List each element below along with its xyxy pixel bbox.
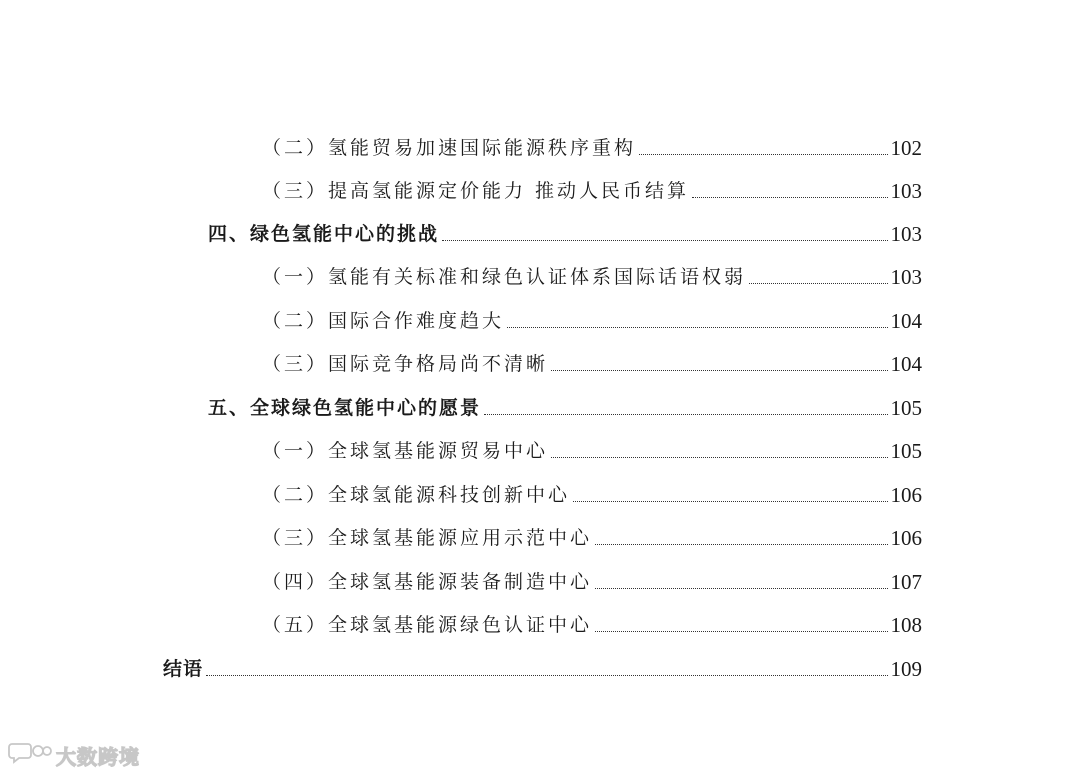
toc-entry-title: 四、绿色氢能中心的挑战 [208, 223, 440, 245]
dot-leader [595, 631, 887, 632]
toc-entry-page: 103 [890, 222, 922, 246]
toc-entry-title: 结语 [163, 658, 204, 680]
toc-entry-page: 108 [890, 613, 922, 637]
toc-entry[interactable] [262, 351, 922, 377]
toc-entry-title: （一）全球氢基能源贸易中心 [262, 440, 549, 462]
toc-entry[interactable] [208, 395, 922, 421]
toc-entry[interactable] [262, 135, 922, 161]
dot-leader [551, 370, 887, 371]
speech-bubble-logo-icon [8, 740, 52, 770]
dot-leader [551, 457, 887, 458]
toc-entry-page: 105 [890, 439, 922, 463]
dot-leader [639, 154, 887, 155]
toc-entry[interactable] [262, 569, 922, 595]
toc-entry-page: 109 [890, 657, 922, 681]
toc-entry[interactable] [262, 264, 922, 290]
toc-entry-title: （三）提高氢能源定价能力 推动人民币结算 [262, 180, 690, 202]
dot-leader [507, 327, 887, 328]
toc-entry[interactable] [262, 612, 922, 638]
watermark [8, 740, 140, 770]
toc-entry-title: （三）国际竞争格局尚不清晰 [262, 353, 549, 375]
toc-entry[interactable] [262, 482, 922, 508]
toc-entry-title: （一）氢能有关标准和绿色认证体系国际话语权弱 [262, 266, 747, 288]
toc-entry[interactable] [262, 308, 922, 334]
toc-entry-page: 107 [890, 570, 922, 594]
toc-entry-page: 104 [890, 352, 922, 376]
toc-entry-page: 106 [890, 483, 922, 507]
dot-leader [206, 675, 887, 676]
toc-entry[interactable] [262, 438, 922, 464]
dot-leader [595, 588, 887, 589]
dot-leader [442, 240, 887, 241]
toc-entry-page: 103 [890, 265, 922, 289]
toc-entry-title: （五）全球氢基能源绿色认证中心 [262, 614, 593, 636]
toc-entry-title: （二）全球氢能源科技创新中心 [262, 484, 571, 506]
watermark-text: 大数跨境 [56, 744, 140, 769]
toc-entry[interactable] [262, 178, 922, 204]
toc-entry-title: 五、全球绿色氢能中心的愿景 [208, 397, 482, 419]
toc-entry-page: 102 [890, 136, 922, 160]
toc-entry-page: 104 [890, 309, 922, 333]
dot-leader [573, 501, 887, 502]
toc-entry-page: 105 [890, 396, 922, 420]
toc-entry-page: 106 [890, 526, 922, 550]
toc-entry[interactable] [208, 221, 922, 247]
dot-leader [595, 544, 887, 545]
dot-leader [484, 414, 887, 415]
toc-entry[interactable] [163, 656, 922, 682]
toc-entry-page: 103 [890, 179, 922, 203]
toc-entry-title: （四）全球氢基能源装备制造中心 [262, 571, 593, 593]
toc-entry-title: （二）氢能贸易加速国际能源秩序重构 [262, 137, 637, 159]
dot-leader [749, 283, 887, 284]
toc-entry-title: （三）全球氢基能源应用示范中心 [262, 527, 593, 549]
dot-leader [692, 197, 887, 198]
toc-entry-title: （二）国际合作难度趋大 [262, 310, 505, 332]
toc-entry[interactable] [262, 525, 922, 551]
